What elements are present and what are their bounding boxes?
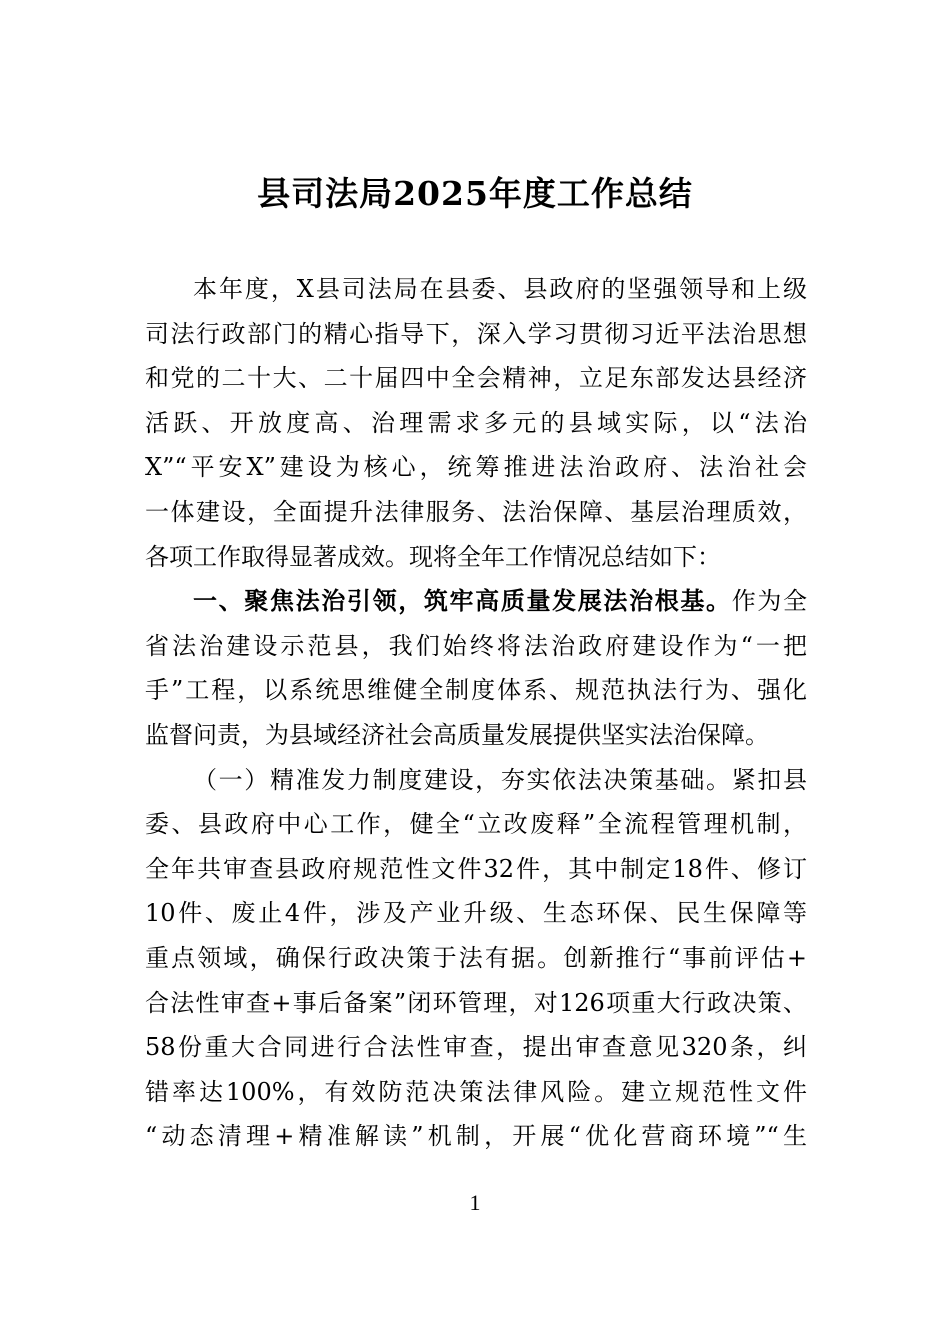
paragraph-line: 和党的二十大、二十届四中全会精神，立足东部发达县经济 (145, 364, 807, 393)
section-heading: 一、聚焦法治引领，筑牢高质量发展法治根基。 (193, 587, 732, 616)
paragraph-line: 合法性审查+事后备案”闭环管理，对126项重大行政决策、 (145, 988, 807, 1017)
paragraph-line: 58份重大合同进行合法性审查，提出审查意见320条，纠 (145, 1033, 807, 1062)
paragraph-line: 省法治建设示范县，我们始终将法治政府建设作为“一把 (145, 631, 807, 660)
paragraph-line: 重点领域，确保行政决策于法有据。创新推行“事前评估+ (145, 943, 807, 972)
page-number: 1 (469, 1190, 481, 1215)
paragraph-line: 司法行政部门的精心指导下，深入学习贯彻习近平法治思想 (145, 319, 807, 348)
paragraph-line: 委、县政府中心工作，健全“立改废释”全流程管理机制， (145, 810, 807, 839)
paragraph-line: 全年共审查县政府规范性文件32件，其中制定18件、修订 (145, 854, 807, 883)
paragraph-line: 10件、废止4件，涉及产业升级、生态环保、民生保障等 (145, 899, 807, 928)
paragraph-line: 活跃、开放度高、治理需求多元的县域实际，以“法治 (145, 408, 807, 437)
paragraph-line: 手”工程，以系统思维健全制度体系、规范执法行为、强化 (145, 676, 807, 705)
subsection-heading-tail: 紧扣县 (731, 765, 808, 794)
document-body (145, 267, 807, 1159)
paragraph-line: 一体建设，全面提升法律服务、法治保障、基层治理质效， (145, 497, 807, 526)
paragraph-line: 各项工作取得显著成效。现将全年工作情况总结如下： (145, 542, 721, 571)
section-heading-line (145, 579, 807, 624)
section-heading-tail: 作为全 (731, 587, 808, 616)
subsection-heading-line (145, 758, 807, 803)
subsection-heading: （一）精准发力制度建设，夯实依法决策基础。 (193, 765, 732, 794)
paragraph-line: 本年度，X县司法局在县委、县政府的坚强领导和上级 (193, 275, 807, 303)
document-title: 县司法局2025年度工作总结 (257, 174, 693, 213)
paragraph-line: 监督问责，为县域经济社会高质量发展提供坚实法治保障。 (145, 720, 769, 749)
paragraph-line: 错率达100%，有效防范决策法律风险。建立规范性文件 (145, 1077, 807, 1106)
paragraph-line: “动态清理+精准解读”机制，开展“优化营商环境”“生 (145, 1122, 807, 1151)
paragraph-line: X”“平安X”建设为核心，统筹推进法治政府、法治社会 (145, 453, 807, 482)
